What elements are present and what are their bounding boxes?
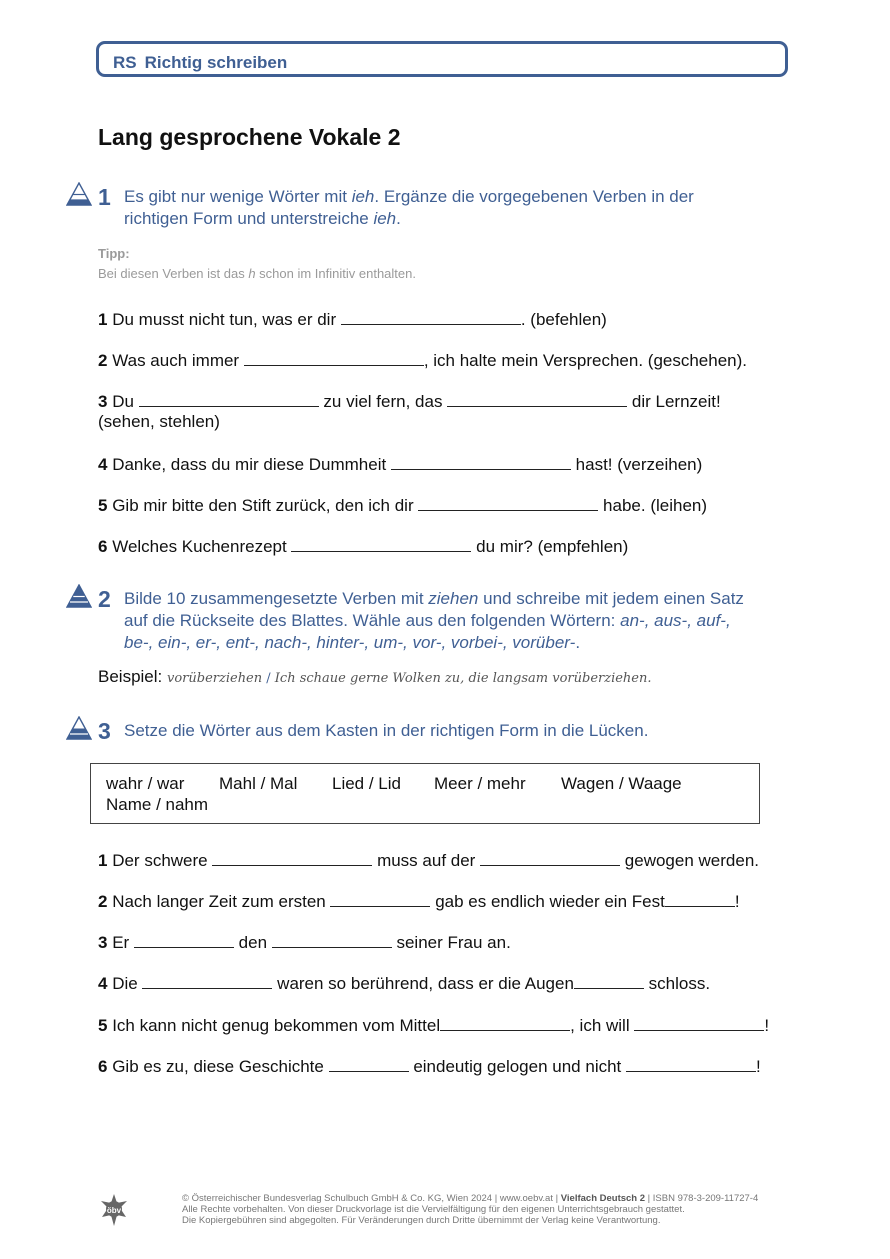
word-box-item: Lied / Lid xyxy=(332,774,401,793)
example-separator: / xyxy=(262,671,275,686)
answer-blank[interactable] xyxy=(341,308,521,325)
logo-text: öbv xyxy=(106,1206,122,1215)
difficulty-level-1-icon xyxy=(66,182,92,206)
exercise-line: 3 Du zu viel fern, das dir Lernzeit! xyxy=(98,392,721,411)
answer-blank[interactable] xyxy=(244,349,424,366)
task-number: 1 xyxy=(98,184,111,210)
difficulty-level-2-icon xyxy=(66,716,92,740)
exercise-line: 6 Welches Kuchenrezept du mir? (empfehlen) xyxy=(98,537,629,556)
word-box-item: Name / nahm xyxy=(106,795,209,814)
answer-blank[interactable] xyxy=(418,494,598,511)
word-box xyxy=(90,763,760,824)
exercise-line: 2 Was auch immer , ich halte mein Versprechen. (geschehen). xyxy=(98,351,748,370)
answer-blank[interactable] xyxy=(139,390,319,407)
answer-blank[interactable] xyxy=(665,890,735,907)
answer-blank[interactable] xyxy=(480,849,620,866)
answer-blank[interactable] xyxy=(447,390,627,407)
section-title: Richtig schreiben xyxy=(144,53,288,72)
example-row xyxy=(98,667,652,687)
answer-blank[interactable] xyxy=(330,890,430,907)
section-header xyxy=(96,41,788,77)
exercise-line: 5 Ich kann nicht genug bekommen vom Mittel , ich will ! xyxy=(98,1016,770,1035)
task-number: 2 xyxy=(98,586,111,612)
answer-blank[interactable] xyxy=(440,1014,570,1031)
answer-blank[interactable] xyxy=(634,1014,764,1031)
exercise-line: 1 Der schwere muss auf der gewogen werden. xyxy=(98,851,759,870)
task3-instruction: Setze die Wörter aus dem Kasten in der richtigen Form in die Lücken. xyxy=(124,721,649,740)
exercise-line: 3 Er den seiner Frau an. xyxy=(98,933,511,952)
answer-blank[interactable] xyxy=(626,1055,756,1072)
footer: © Österreichischer Bundesverlag Schulbuch GmbH & Co. KG, Wien 2024 | www.oebv.at | Vielfach Deutsch 2 | ISBN 978-3-209-11727-4 Alle Rechte vorbehalten. Von dieser Druckvorlage ist die Vervielfältigung für den eigenen Unterrichtsgebrauch gestattet. Die Kopiergebühren sind abgegolten. Für Veränderungen durch Dritte übernimmt der Verlag keine Verantwortung. xyxy=(182,1193,759,1226)
exercise-line: 1 Du musst nicht tun, was er dir . (befehlen) xyxy=(98,310,607,329)
example-sentence: Ich schaue gerne Wolken zu, die langsam vorüberziehen. xyxy=(274,671,652,686)
exercise-line: 2 Nach langer Zeit zum ersten gab es endlich wieder ein Fest ! xyxy=(98,892,740,911)
exercise-line: 4 Danke, dass du mir diese Dummheit hast! (verzeihen) xyxy=(98,455,703,474)
example-word: vorüberziehen xyxy=(167,671,263,686)
answer-blank[interactable] xyxy=(291,535,471,552)
exercise-line: 4 Die waren so berührend, dass er die Augen schloss. xyxy=(98,974,711,993)
task1-instruction: Es gibt nur wenige Wörter mit ieh. Ergänze die vorgegebenen Verben in der richtigen Form und unterstreiche ieh. xyxy=(124,187,694,228)
answer-blank[interactable] xyxy=(272,931,392,948)
exercise-line: 6 Gib es zu, diese Geschichte eindeutig gelogen und nicht ! xyxy=(98,1057,761,1076)
exercise-line: 5 Gib mir bitte den Stift zurück, den ich dir habe. (leihen) xyxy=(98,496,708,515)
page-title: Lang gesprochene Vokale 2 xyxy=(98,124,401,150)
word-box-item: Mahl / Mal xyxy=(219,774,298,793)
word-box-item: Wagen / Waage xyxy=(561,774,682,793)
answer-blank[interactable] xyxy=(329,1055,409,1072)
answer-blank[interactable] xyxy=(212,849,372,866)
answer-blank[interactable] xyxy=(142,972,272,989)
section-code: RS xyxy=(113,53,137,72)
answer-blank[interactable] xyxy=(134,931,234,948)
exercise-hint: (sehen, stehlen) xyxy=(98,412,220,431)
word-box-item: Meer / mehr xyxy=(434,774,526,793)
tip-text: Bei diesen Verben ist das h schon im Infinitiv enthalten. xyxy=(98,266,416,281)
section-header-text xyxy=(113,53,287,73)
publisher-logo xyxy=(98,1193,130,1227)
example-label: Beispiel: xyxy=(98,667,163,686)
answer-blank[interactable] xyxy=(574,972,644,989)
word-box-item: wahr / war xyxy=(106,774,185,793)
answer-blank[interactable] xyxy=(391,453,571,470)
task2-instruction: Bilde 10 zusammengesetzte Verben mit ziehen und schreibe mit jedem einen Satz auf die Rückseite des Blattes. Wähle aus den folgenden Wörtern: an-, aus-, auf-, be-, ein-, er-, ent-, nach-, hinter-, um-, vor-, vorbei-, vorüber-. xyxy=(124,589,744,652)
task-number: 3 xyxy=(98,718,111,744)
tip-title: Tipp: xyxy=(98,246,130,261)
difficulty-level-3-icon xyxy=(66,584,92,608)
